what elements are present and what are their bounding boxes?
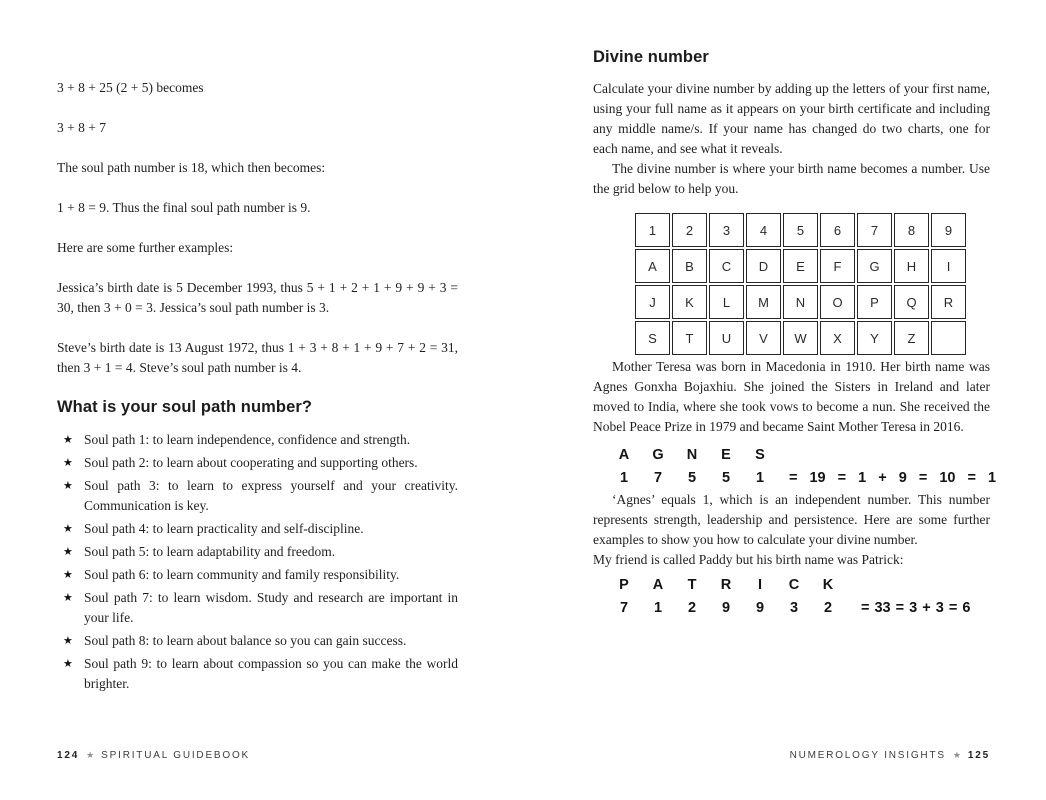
star-bullet-icon: ★: [63, 457, 73, 469]
letter-number-grid: [633, 211, 968, 357]
grid-cell: J: [635, 285, 670, 319]
agnes-meaning-paragraph: ‘Agnes’ equals 1, which is an independent number. This number represents strength, leadership and persistence. Here are some further examples to show you how to calculate your divine number.: [593, 492, 990, 547]
list-item-text: Soul path 7: to learn wisdom. Study and research are important in your life.: [84, 590, 458, 625]
grid-cell: Y: [857, 321, 892, 355]
grid-cell: M: [746, 285, 781, 319]
calc-number: 5: [687, 470, 697, 486]
grid-cell: L: [709, 285, 744, 319]
paragraph: Here are some further examples:: [57, 240, 234, 255]
calc-number: 7: [619, 600, 629, 616]
grid-cell: 2: [672, 213, 707, 247]
list-item-text: Soul path 8: to learn about balance so you can gain success.: [84, 633, 407, 648]
list-item: [57, 631, 458, 651]
calc-number: 3: [789, 600, 799, 616]
list-item-text: Soul path 9: to learn about compassion so you can make the world brighter.: [84, 656, 458, 691]
calc-number: 2: [823, 600, 833, 616]
calc-letter: P: [619, 577, 629, 593]
footer-star-icon: ★: [86, 750, 95, 760]
list-item: [57, 588, 458, 628]
calc-letter: I: [757, 577, 763, 593]
grid-cell: Z: [894, 321, 929, 355]
calc-number: 9: [755, 600, 765, 616]
grid-row: [635, 213, 966, 247]
intro-paragraph: The divine number is where your birth name becomes a number. Use the grid below to help you.: [593, 161, 990, 196]
calc-number: 5: [721, 470, 731, 486]
list-item-text: Soul path 2: to learn about cooperating and supporting others.: [84, 455, 418, 470]
calc-number: 9: [721, 600, 731, 616]
right-page: [593, 48, 997, 620]
list-item-text: Soul path 5: to learn adaptability and freedom.: [84, 544, 336, 559]
grid-cell: U: [709, 321, 744, 355]
grid-cell: K: [672, 285, 707, 319]
list-item: [57, 519, 458, 539]
grid-row: [635, 285, 966, 319]
grid-cell: 6: [820, 213, 855, 247]
grid-cell: S: [635, 321, 670, 355]
star-bullet-icon: ★: [63, 592, 73, 604]
left-page-footer: [57, 750, 250, 761]
grid-cell: V: [746, 321, 781, 355]
grid-cell: G: [857, 249, 892, 283]
calc-letter: K: [822, 577, 834, 593]
grid-cell: A: [635, 249, 670, 283]
paragraph: The soul path number is 18, which then becomes:: [57, 160, 326, 175]
footer-star-icon: ★: [952, 750, 961, 760]
calc-letter: C: [788, 577, 800, 593]
grid-cell: F: [820, 249, 855, 283]
grid-cell: 8: [894, 213, 929, 247]
steve-example-paragraph: Steve’s birth date is 13 August 1972, thus 1 + 3 + 8 + 1 + 9 + 7 + 2 = 31, then 3 + 1 = 4. Steve’s soul path number is 4.: [57, 340, 458, 375]
calc-letter: N: [686, 447, 698, 463]
patrick-numbers-row: [607, 597, 990, 620]
calc-result: = 33 = 3 + 3 = 6: [861, 600, 971, 616]
grid-cell: T: [672, 321, 707, 355]
star-bullet-icon: ★: [63, 658, 73, 670]
calc-letter: A: [652, 577, 664, 593]
grid-cell: R: [931, 285, 966, 319]
grid-cell: [931, 321, 966, 355]
agnes-numbers-row: [607, 467, 997, 490]
soul-path-heading: What is your soul path number?: [57, 398, 313, 416]
list-item: [57, 654, 458, 694]
star-bullet-icon: ★: [63, 434, 73, 446]
agnes-letters-row: [607, 444, 990, 467]
mother-teresa-paragraph: Mother Teresa was born in Macedonia in 1910. Her birth name was Agnes Gonxha Bojaxhiu. She joined the Sisters in Ireland and later moved to India, where she took vows to become a nun. She received the Nobel Peace Prize in 1979 and became Saint Mother Teresa in 2016.: [593, 359, 990, 434]
grid-cell: Q: [894, 285, 929, 319]
paddy-intro-line: My friend is called Paddy but his birth name was Patrick:: [593, 552, 904, 567]
calc-letter: A: [618, 447, 630, 463]
grid-cell: X: [820, 321, 855, 355]
grid-cell: H: [894, 249, 929, 283]
left-page: [57, 78, 458, 697]
list-item: [57, 453, 458, 473]
list-item: [57, 542, 458, 562]
calc-number: 2: [687, 600, 697, 616]
calc-letter: E: [721, 447, 731, 463]
star-bullet-icon: ★: [63, 569, 73, 581]
grid-cell: 7: [857, 213, 892, 247]
patrick-letters-row: [607, 574, 990, 597]
grid-cell: W: [783, 321, 818, 355]
calc-number: 1: [755, 470, 765, 486]
star-bullet-icon: ★: [63, 480, 73, 492]
grid-cell: C: [709, 249, 744, 283]
intro-paragraph: Calculate your divine number by adding up the letters of your first name, using your full name as it appears on your birth certificate and including any middle name/s. If your name has changed do two charts, one for each name, and see what it reveals.: [593, 81, 990, 156]
right-page-footer: [593, 750, 990, 761]
calc-letter: G: [652, 447, 664, 463]
calc-number: 1: [619, 470, 629, 486]
star-bullet-icon: ★: [63, 546, 73, 558]
paragraph: 3 + 8 + 25 (2 + 5) becomes: [57, 80, 204, 95]
calc-result: = 19 = 1 + 9 = 10 = 1: [789, 470, 997, 486]
grid-cell: B: [672, 249, 707, 283]
list-item-text: Soul path 3: to learn to express yourself and your creativity. Communication is key.: [84, 478, 458, 513]
soul-path-list: [57, 430, 458, 694]
grid-cell: 9: [931, 213, 966, 247]
calc-letter: T: [687, 577, 697, 593]
calc-letter: S: [755, 447, 765, 463]
list-item-text: Soul path 1: to learn independence, confidence and strength.: [84, 432, 411, 447]
grid-cell: 5: [783, 213, 818, 247]
page-number: 125: [967, 750, 990, 761]
divine-number-heading: Divine number: [593, 48, 709, 66]
agnes-calculation: [607, 444, 997, 490]
grid-row: [635, 321, 966, 355]
list-item-text: Soul path 6: to learn community and family responsibility.: [84, 567, 400, 582]
star-bullet-icon: ★: [63, 635, 73, 647]
grid-cell: E: [783, 249, 818, 283]
grid-cell: 3: [709, 213, 744, 247]
calc-letter: R: [720, 577, 732, 593]
paragraph: 3 + 8 + 7: [57, 120, 106, 135]
patrick-calculation: [607, 574, 990, 620]
list-item: [57, 476, 458, 516]
grid-cell: O: [820, 285, 855, 319]
grid-cell: P: [857, 285, 892, 319]
list-item-text: Soul path 4: to learn practicality and self-discipline.: [84, 521, 364, 536]
jessica-example-paragraph: Jessica’s birth date is 5 December 1993, thus 5 + 1 + 2 + 1 + 9 + 9 + 3 = 30, then 3 + 0 = 3. Jessica’s soul path number is 3.: [57, 280, 458, 315]
calc-number: 1: [653, 600, 663, 616]
book-title: SPIRITUAL GUIDEBOOK: [101, 750, 251, 761]
grid-row: [635, 249, 966, 283]
chapter-title: NUMEROLOGY INSIGHTS: [789, 750, 946, 761]
calc-number: 7: [653, 470, 663, 486]
grid-cell: I: [931, 249, 966, 283]
paragraph: 1 + 8 = 9. Thus the final soul path number is 9.: [57, 200, 311, 215]
page-number: 124: [57, 750, 80, 761]
grid-cell: 4: [746, 213, 781, 247]
grid-cell: N: [783, 285, 818, 319]
grid-cell: D: [746, 249, 781, 283]
grid-cell: 1: [635, 213, 670, 247]
list-item: [57, 430, 458, 450]
list-item: [57, 565, 458, 585]
star-bullet-icon: ★: [63, 523, 73, 535]
